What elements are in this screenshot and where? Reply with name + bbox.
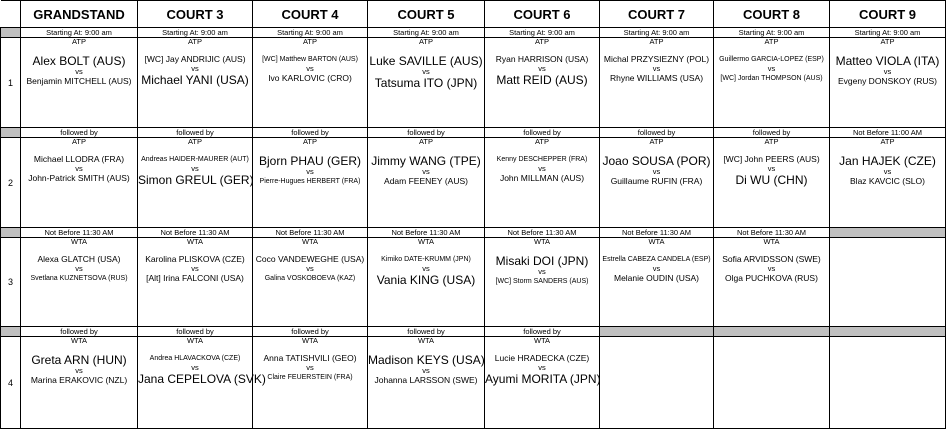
player-two: John MILLMAN (AUS) xyxy=(499,173,585,183)
tour-category: WTA xyxy=(70,237,88,246)
start-time-label: followed by xyxy=(485,327,600,337)
player-one: Greta ARN (HUN) xyxy=(31,353,127,367)
versus-label: vs xyxy=(191,363,199,372)
player-two: Marina ERAKOVIC (NZL) xyxy=(30,375,128,385)
start-time-label: followed by xyxy=(138,327,253,337)
versus-label: vs xyxy=(75,67,83,76)
versus-label: vs xyxy=(191,64,199,73)
player-one: Bjorn PHAU (GER) xyxy=(258,154,362,168)
start-time-label: followed by xyxy=(138,128,253,138)
tour-category: ATP xyxy=(71,37,87,46)
court-header: COURT 5 xyxy=(368,1,485,28)
player-one: Luke SAVILLE (AUS) xyxy=(369,54,483,68)
match-row xyxy=(1,138,946,228)
versus-label: vs xyxy=(306,167,314,176)
start-time-label: followed by xyxy=(253,128,368,138)
player-two: Svetlana KUZNETSOVA (RUS) xyxy=(30,275,128,282)
player-two: Di WU (CHN) xyxy=(735,173,808,187)
start-time-label: Not Before 11:30 AM xyxy=(138,228,253,238)
match-cell xyxy=(138,138,253,228)
match-cell xyxy=(485,238,600,327)
versus-label: vs xyxy=(652,264,661,273)
tour-category: ATP xyxy=(649,37,664,46)
time-separator-row xyxy=(1,228,946,238)
start-time-label xyxy=(714,327,830,337)
tour-category: WTA xyxy=(417,237,435,246)
player-one: Matteo VIOLA (ITA) xyxy=(835,54,940,68)
tour-category: ATP xyxy=(534,37,550,46)
tour-category: WTA xyxy=(417,336,435,345)
player-one: Lucie HRADECKA (CZE) xyxy=(494,353,590,363)
start-time-label: followed by xyxy=(21,327,138,337)
match-cell xyxy=(830,238,946,327)
versus-label: vs xyxy=(422,366,430,375)
player-one: Sofia ARVIDSSON (SWE) xyxy=(722,254,821,264)
start-time-label: followed by xyxy=(21,128,138,138)
start-time-label: followed by xyxy=(714,128,830,138)
match-cell xyxy=(600,238,714,327)
start-time-label: Starting At: 9:00 am xyxy=(21,28,138,38)
match-cell xyxy=(830,138,946,228)
separator-shade xyxy=(1,28,21,38)
versus-label: vs xyxy=(538,164,546,173)
player-one: [WC] Matthew BARTON (AUS) xyxy=(262,56,358,63)
court-header: GRANDSTAND xyxy=(21,1,138,28)
versus-label: vs xyxy=(306,64,314,73)
match-cell xyxy=(138,238,253,327)
start-time-label: Starting At: 9:00 am xyxy=(253,28,368,38)
player-two: [Alt] Irina FALCONI (USA) xyxy=(146,273,244,283)
player-one: Michael LLODRA (FRA) xyxy=(33,154,125,164)
player-two: Matt REID (AUS) xyxy=(496,73,588,87)
tour-category: ATP xyxy=(302,37,318,46)
match-cell xyxy=(600,38,714,128)
player-one: [WC] John PEERS (AUS) xyxy=(723,154,820,164)
start-time-label: Starting At: 9:00 am xyxy=(714,28,830,38)
start-time-label: Not Before 11:30 AM xyxy=(714,228,830,238)
tour-category: ATP xyxy=(418,137,434,146)
player-two: Claire FEUERSTEIN (FRA) xyxy=(267,374,353,381)
corner-cell xyxy=(1,1,21,28)
match-order-number: 4 xyxy=(1,337,21,429)
court-header: COURT 3 xyxy=(138,1,253,28)
match-cell xyxy=(714,238,830,327)
player-one: Madison KEYS (USA) xyxy=(368,353,485,367)
match-cell xyxy=(253,238,368,327)
player-two: Guillaume RUFIN (FRA) xyxy=(610,176,703,186)
tour-category: WTA xyxy=(533,237,551,246)
player-one: Andrea HLAVACKOVA (CZE) xyxy=(149,355,241,362)
versus-label: vs xyxy=(652,64,661,73)
court-header: COURT 7 xyxy=(600,1,714,28)
versus-label: vs xyxy=(422,264,430,273)
start-time-label: Not Before 11:30 AM xyxy=(253,228,368,238)
player-two: Michael YANI (USA) xyxy=(141,73,249,87)
versus-label: vs xyxy=(75,366,83,375)
player-two: Galina VOSKOBOEVA (KAZ) xyxy=(264,275,356,282)
match-cell xyxy=(368,337,485,429)
player-one: Michal PRZYSIEZNY (POL) xyxy=(603,54,710,64)
tour-category: ATP xyxy=(764,37,779,46)
player-two: Tatsuma ITO (JPN) xyxy=(374,76,478,90)
player-one: Joao SOUSA (POR) xyxy=(602,154,711,168)
tour-category: WTA xyxy=(648,237,665,246)
player-two: Pierre-Hugues HERBERT (FRA) xyxy=(259,178,361,185)
player-one: Andreas HAIDER-MAURER (AUT) xyxy=(141,156,249,163)
tour-category: ATP xyxy=(187,137,203,146)
player-two: [WC] Jordan THOMPSON (AUS) xyxy=(720,75,823,82)
start-time-label: Starting At: 9:00 am xyxy=(485,28,600,38)
start-time-label: followed by xyxy=(600,128,714,138)
tour-category: WTA xyxy=(301,237,319,246)
player-one: Kenny DESCHEPPER (FRA) xyxy=(496,156,588,163)
tour-category: WTA xyxy=(763,237,780,246)
match-cell xyxy=(714,38,830,128)
match-cell xyxy=(368,38,485,128)
match-row xyxy=(1,38,946,128)
versus-label: vs xyxy=(883,67,892,76)
match-order-number: 1 xyxy=(1,38,21,128)
start-time-label: followed by xyxy=(368,128,485,138)
versus-label: vs xyxy=(191,264,199,273)
tour-category: ATP xyxy=(418,37,434,46)
player-two: Simon GREUL (GER) xyxy=(138,173,254,187)
tour-category: ATP xyxy=(302,137,318,146)
player-two: Ayumi MORITA (JPN) xyxy=(485,372,601,386)
versus-label: vs xyxy=(652,167,661,176)
player-two: John-Patrick SMITH (AUS) xyxy=(28,173,130,183)
separator-shade xyxy=(1,128,21,138)
match-cell xyxy=(830,38,946,128)
match-cell xyxy=(21,38,138,128)
player-one: Karolina PLISKOVA (CZE) xyxy=(145,254,245,264)
player-one: Estrella CABEZA CANDELA (ESP) xyxy=(602,256,711,263)
separator-shade xyxy=(1,228,21,238)
player-two: [WC] Storm SANDERS (AUS) xyxy=(495,278,589,285)
start-time-label xyxy=(830,327,946,337)
player-two: Adam FEENEY (AUS) xyxy=(384,176,468,186)
player-one: [WC] Jay ANDRIJIC (AUS) xyxy=(144,54,246,64)
match-cell xyxy=(600,138,714,228)
tour-category: WTA xyxy=(533,336,551,345)
time-separator-row xyxy=(1,28,946,38)
start-time-label: Not Before 11:30 AM xyxy=(368,228,485,238)
court-header-row xyxy=(1,1,946,28)
start-time-label: Not Before 11:00 AM xyxy=(830,128,946,138)
player-one: Jan HAJEK (CZE) xyxy=(839,154,936,168)
player-one: Kimiko DATE-KRUMM (JPN) xyxy=(381,256,471,263)
versus-label: vs xyxy=(191,164,199,173)
tour-category: WTA xyxy=(186,237,204,246)
court-header: COURT 9 xyxy=(830,1,946,28)
court-header: COURT 8 xyxy=(714,1,830,28)
tour-category: ATP xyxy=(534,137,550,146)
player-one: Ryan HARRISON (USA) xyxy=(495,54,589,64)
player-two: Ivo KARLOVIC (CRO) xyxy=(268,73,352,83)
match-cell xyxy=(485,38,600,128)
match-cell xyxy=(253,337,368,429)
match-cell xyxy=(368,238,485,327)
tour-category: ATP xyxy=(880,137,895,146)
tour-category: WTA xyxy=(301,336,319,345)
match-cell xyxy=(600,337,714,429)
player-two: Melanie OUDIN (USA) xyxy=(613,273,700,283)
versus-label: vs xyxy=(75,264,83,273)
start-time-label xyxy=(830,228,946,238)
match-cell xyxy=(253,38,368,128)
start-time-label: followed by xyxy=(368,327,485,337)
versus-label: vs xyxy=(75,164,83,173)
start-time-label: Starting At: 9:00 am xyxy=(138,28,253,38)
versus-label: vs xyxy=(306,363,314,372)
versus-label: vs xyxy=(538,64,546,73)
time-separator-row xyxy=(1,327,946,337)
match-cell xyxy=(21,337,138,429)
match-cell xyxy=(830,337,946,429)
match-cell xyxy=(714,138,830,228)
player-two: Jana CEPELOVA (SVK) xyxy=(138,372,266,386)
match-order-number: 2 xyxy=(1,138,21,228)
match-cell xyxy=(368,138,485,228)
court-header: COURT 6 xyxy=(485,1,600,28)
tour-category: ATP xyxy=(764,137,779,146)
start-time-label xyxy=(600,327,714,337)
player-two: Vania KING (USA) xyxy=(376,273,476,287)
match-row xyxy=(1,238,946,327)
match-order-number: 3 xyxy=(1,238,21,327)
match-cell xyxy=(714,337,830,429)
match-cell xyxy=(138,38,253,128)
tour-category: ATP xyxy=(649,137,664,146)
versus-label: vs xyxy=(767,64,776,73)
versus-label: vs xyxy=(306,264,314,273)
player-two: Evgeny DONSKOY (RUS) xyxy=(837,76,938,86)
schedule-body xyxy=(1,28,946,429)
versus-label: vs xyxy=(883,167,892,176)
tour-category: WTA xyxy=(70,336,88,345)
player-one: Anna TATISHVILI (GEO) xyxy=(263,353,357,363)
match-cell xyxy=(253,138,368,228)
match-row xyxy=(1,337,946,429)
start-time-label: Not Before 11:30 AM xyxy=(600,228,714,238)
versus-label: vs xyxy=(767,164,776,173)
player-two: Blaz KAVCIC (SLO) xyxy=(850,176,925,186)
player-one: Jimmy WANG (TPE) xyxy=(371,154,481,168)
match-cell xyxy=(21,238,138,327)
player-one: Coco VANDEWEGHE (USA) xyxy=(255,254,365,264)
player-one: Guillermo GARCIA-LOPEZ (ESP) xyxy=(719,56,824,63)
start-time-label: Not Before 11:30 AM xyxy=(21,228,138,238)
start-time-label: Starting At: 9:00 am xyxy=(368,28,485,38)
time-separator-row xyxy=(1,128,946,138)
match-cell xyxy=(138,336,266,429)
versus-label: vs xyxy=(422,67,430,76)
player-one: Misaki DOI (JPN) xyxy=(495,254,589,268)
start-time-label: followed by xyxy=(485,128,600,138)
match-cell xyxy=(485,138,600,228)
start-time-label: followed by xyxy=(253,327,368,337)
versus-label: vs xyxy=(538,363,546,372)
tour-category: ATP xyxy=(71,137,87,146)
start-time-label: Starting At: 9:00 am xyxy=(600,28,714,38)
player-two: Benjamin MITCHELL (AUS) xyxy=(26,76,132,86)
match-cell xyxy=(21,138,138,228)
player-one: Alexa GLATCH (USA) xyxy=(37,254,121,264)
tour-category: WTA xyxy=(186,336,204,345)
player-two: Olga PUCHKOVA (RUS) xyxy=(725,273,818,283)
versus-label: vs xyxy=(422,167,430,176)
tour-category: ATP xyxy=(187,37,203,46)
player-one: Alex BOLT (AUS) xyxy=(32,54,126,68)
versus-label: vs xyxy=(538,267,546,276)
player-two: Rhyne WILLIAMS (USA) xyxy=(609,73,704,83)
player-two: Johanna LARSSON (SWE) xyxy=(374,375,478,385)
start-time-label: Starting At: 9:00 am xyxy=(830,28,946,38)
tour-category: ATP xyxy=(880,37,895,46)
court-header: COURT 4 xyxy=(253,1,368,28)
separator-shade xyxy=(1,327,21,337)
versus-label: vs xyxy=(767,264,776,273)
start-time-label: Not Before 11:30 AM xyxy=(485,228,600,238)
match-cell xyxy=(485,337,600,429)
